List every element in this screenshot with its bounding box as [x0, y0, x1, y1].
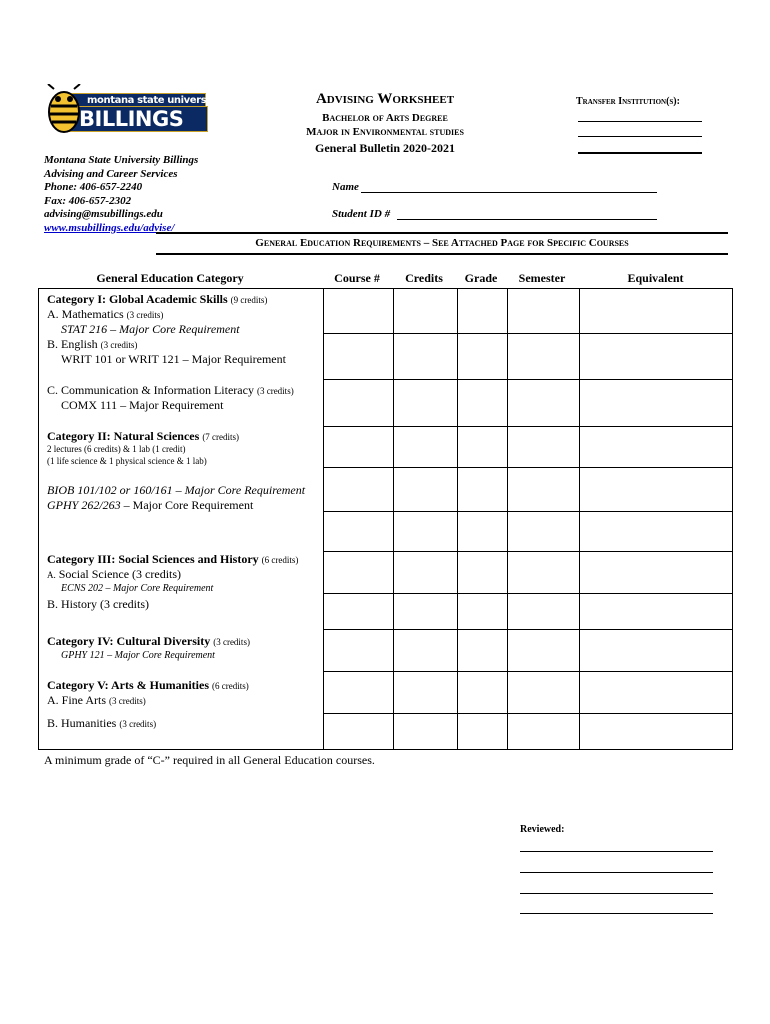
logo-text-university: montana state university: [87, 95, 220, 106]
bulletin-title: General Bulletin 2020-2021: [315, 141, 455, 155]
category-2-note-1: 2 lectures (6 credits) & 1 lab (1 credit): [47, 444, 186, 454]
comm-requirement: COMX 111 – Major Requirement: [61, 398, 224, 412]
english-requirement: WRIT 101 or WRIT 121 – Major Requirement: [61, 352, 286, 366]
requirements-table: [38, 288, 733, 750]
worksheet-title: Advising Worksheet: [315, 91, 455, 107]
contact-dept: Advising and Career Services: [44, 167, 178, 180]
degree-title: Bachelor of Arts Degree: [322, 112, 448, 124]
math-label: A. Mathematics (3 credits): [47, 307, 164, 321]
col-header-course: Course #: [334, 271, 380, 285]
student-id-field[interactable]: [397, 219, 657, 220]
contact-org: Montana State University Billings: [44, 154, 199, 166]
col-header-credits: Credits: [405, 271, 443, 285]
contact-phone: Phone: 406-657-2240: [44, 181, 143, 193]
contact-fax: Fax: 406-657-2302: [44, 194, 132, 207]
gen-ed-heading: General Education Requirements – See Attached Page for Specific Courses: [255, 237, 629, 249]
social-science-label: A. Social Science (3 credits): [47, 567, 182, 581]
yellowjacket-mascot-icon: [44, 84, 84, 140]
major-title: Major in Environmental studies: [306, 126, 464, 138]
reviewed-line-4[interactable]: [520, 913, 713, 914]
col-header-equivalent: Equivalent: [627, 271, 684, 285]
col-header-category: General Education Category: [96, 271, 244, 285]
reviewed-line-1[interactable]: [520, 851, 713, 852]
student-id-label: Student ID #: [332, 208, 391, 220]
contact-website-link[interactable]: www.msubillings.edu/advise/: [44, 221, 175, 234]
transfer-institution-label: Transfer Institution(s):: [576, 96, 680, 107]
biology-requirement: BIOB 101/102 or 160/161 – Major Core Requirement: [47, 483, 306, 497]
category-3-title: Category III: Social Sciences and History (6 credits): [47, 552, 299, 566]
history-label: B. History (3 credits): [47, 597, 149, 611]
reviewed-line-3[interactable]: [520, 893, 713, 894]
category-2-title: Category II: Natural Sciences (7 credits): [47, 429, 240, 443]
contact-email: advising@msubillings.edu: [44, 208, 163, 220]
minimum-grade-note: A minimum grade of “C-” required in all General Education courses.: [44, 753, 375, 767]
comm-label: C. Communication & Information Literacy (3 credits): [47, 383, 294, 397]
reviewed-label: Reviewed:: [520, 824, 565, 835]
divider-bottom: [156, 253, 728, 255]
english-label: B. English (3 credits): [47, 337, 138, 351]
social-science-requirement: ECNS 202 – Major Core Requirement: [61, 583, 214, 594]
transfer-line-2[interactable]: [578, 136, 702, 137]
university-logo: [44, 84, 220, 140]
col-header-semester: Semester: [518, 271, 566, 285]
category-5-title: Category V: Arts & Humanities (6 credits): [47, 678, 249, 692]
reviewed-line-2[interactable]: [520, 872, 713, 873]
category-4-title: Category IV: Cultural Diversity (3 credits): [47, 634, 250, 648]
humanities-label: B. Humanities (3 credits): [47, 716, 157, 730]
transfer-line-1[interactable]: [578, 121, 702, 122]
cultural-diversity-requirement: GPHY 121 – Major Core Requirement: [61, 650, 215, 661]
name-field[interactable]: [361, 192, 657, 193]
name-label: Name: [332, 181, 359, 193]
geography-requirement: GPHY 262/263 – Major Core Requirement: [47, 498, 254, 512]
fine-arts-label: A. Fine Arts (3 credits): [47, 693, 146, 707]
col-header-grade: Grade: [464, 271, 498, 285]
category-2-note-2: (1 life science & 1 physical science & 1 lab): [47, 456, 207, 466]
math-requirement: STAT 216 – Major Core Requirement: [61, 322, 240, 336]
contact-block: [44, 154, 198, 235]
transfer-line-3[interactable]: [578, 152, 702, 154]
logo-banner: [64, 93, 220, 107]
logo-text-billings: BILLINGS: [79, 107, 184, 131]
category-1-title: Category I: Global Academic Skills (9 credits): [47, 292, 268, 306]
divider-top: [156, 232, 728, 234]
